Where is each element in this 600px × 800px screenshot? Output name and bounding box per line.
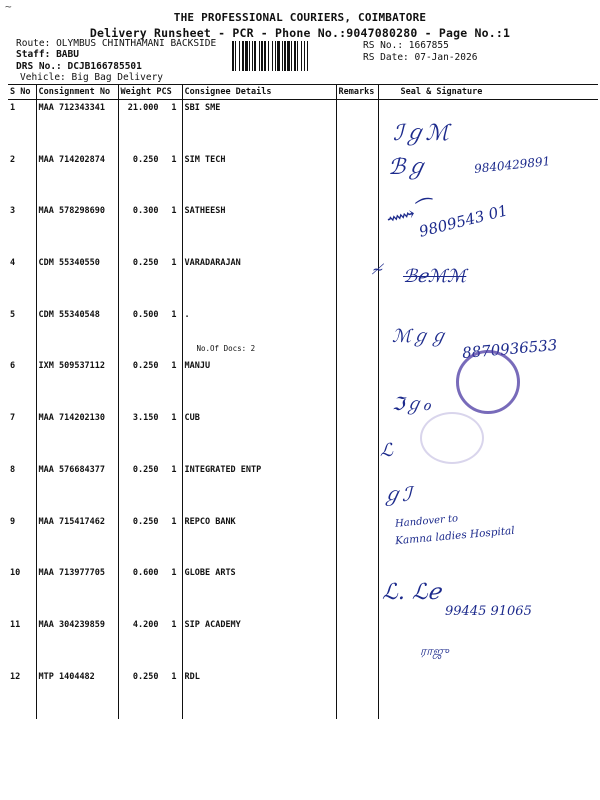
row-consignee [182, 617, 336, 669]
row-weight: 4.200 [132, 619, 159, 630]
row-consignment: MAA 714202874 [36, 152, 118, 204]
table-header-row [8, 85, 598, 100]
barcode-bar [308, 41, 309, 71]
row-weight-pcs [118, 410, 182, 462]
row-sno: 8 [10, 464, 16, 475]
row-weight: 3.150 [132, 413, 159, 424]
row-sno: 7 [10, 413, 16, 424]
row-pcs: 1 [171, 516, 177, 527]
row-consignee-name: RDL [184, 671, 200, 682]
row-consignee [182, 462, 336, 514]
table-row [8, 462, 598, 514]
row-consignee [182, 565, 336, 617]
signature-12: ராஜு [420, 644, 449, 658]
signature-7: ℑℊℴ [392, 394, 431, 415]
row-consignment: MAA 714202130 [36, 410, 118, 462]
row-seal-signature [378, 669, 598, 719]
rs-no-label: RS No.: [363, 40, 404, 51]
row-remarks [336, 358, 378, 410]
row-consignee-name: VARADARAJAN [184, 258, 241, 269]
corner-mark: ~ [5, 0, 12, 13]
row-sno: 6 [10, 361, 16, 372]
row-consignment: MAA 712343341 [36, 100, 118, 152]
drs-line [16, 61, 142, 72]
row-remarks [336, 152, 378, 204]
row-consignee-name: GLOBE ARTS [184, 568, 236, 579]
row-pcs: 1 [171, 361, 177, 372]
row-consignee-name: SBI SME [184, 103, 221, 113]
row-weight: 0.250 [132, 516, 159, 527]
vehicle-line [20, 72, 163, 83]
row-weight-pcs [118, 565, 182, 617]
row-weight: 0.250 [132, 671, 159, 682]
row-weight: 21.000 [127, 103, 159, 113]
route-line [16, 38, 216, 49]
row-consignment: MTP 1404482 [36, 669, 118, 719]
row-sno: 11 [10, 619, 21, 630]
row-weight-pcs [118, 617, 182, 669]
row-docs-note: No.Of Docs: 2 [196, 344, 256, 354]
rs-date-label: RS Date: [363, 52, 409, 63]
row-remarks [336, 100, 378, 152]
route-label: Route: [16, 38, 51, 49]
row-sno: 10 [10, 568, 21, 579]
signature-2: ℬℊ [388, 155, 428, 180]
col-sno: S No [8, 85, 36, 100]
staff-line [16, 49, 79, 60]
col-weight: Weight [120, 87, 152, 97]
handwritten-note-10-line2: Kamna ladies Hospital [394, 524, 516, 548]
row-weight: 0.600 [132, 568, 159, 579]
row-remarks [336, 410, 378, 462]
staff-value: BABU [56, 49, 79, 60]
row-weight: 0.300 [132, 206, 159, 217]
row-remarks [336, 307, 378, 359]
row-pcs: 1 [171, 154, 177, 165]
drs-barcode [232, 41, 360, 71]
col-consignee: Consignee Details [182, 85, 336, 100]
drs-value: DCJB166785501 [67, 61, 142, 72]
tick-mark-4: ≁ [372, 262, 384, 278]
row-consignee [182, 307, 336, 359]
row-consignment: MAA 715417462 [36, 514, 118, 566]
row-consignment: CDM 55340550 [36, 255, 118, 307]
table-row [8, 514, 598, 566]
row-sno: 4 [10, 258, 16, 269]
company-title: THE PROFESSIONAL COURIERS, COIMBATORE [173, 11, 427, 24]
row-pcs: 1 [171, 671, 177, 682]
col-seal: Seal & Signature [378, 85, 598, 100]
col-consignment: Consignment No [36, 85, 118, 100]
row-remarks [336, 203, 378, 255]
row-consignee-name: CUB [184, 413, 200, 424]
row-sno: 1 [10, 103, 16, 113]
vehicle-label: Vehicle: [20, 72, 66, 83]
row-consignment: MAA 304239859 [36, 617, 118, 669]
row-sno: 5 [10, 309, 16, 320]
row-remarks [336, 462, 378, 514]
row-consignee [182, 255, 336, 307]
row-consignee-name: SIM TECH [184, 154, 226, 165]
signature-6: ℳℊℊ [392, 326, 448, 347]
signature-3: ⟿⁀ [383, 196, 433, 232]
row-consignee [182, 358, 336, 410]
row-pcs: 1 [171, 206, 177, 217]
row-weight-pcs [118, 462, 182, 514]
row-weight-pcs [118, 669, 182, 719]
row-consignee [182, 152, 336, 204]
table-row [8, 100, 598, 152]
rs-no-value: 1667855 [408, 40, 449, 51]
row-pcs: 1 [171, 258, 177, 269]
row-consignee-name: SATHEESH [184, 206, 226, 217]
row-consignee [182, 514, 336, 566]
row-consignment: CDM 55340548 [36, 307, 118, 359]
row-weight-pcs [118, 152, 182, 204]
rs-date-value: 07-Jan-2026 [414, 52, 478, 63]
faded-stamp [420, 412, 484, 464]
row-consignee-name: SIP ACADEMY [184, 619, 241, 630]
row-weight-pcs [118, 203, 182, 255]
row-pcs: 1 [171, 619, 177, 630]
row-seal-signature [378, 410, 598, 462]
row-weight-pcs [118, 514, 182, 566]
table-row [8, 617, 598, 669]
handwritten-phone-6: 8870936533 [461, 335, 559, 363]
staff-label: Staff: [16, 49, 51, 60]
row-sno: 2 [10, 154, 16, 165]
row-pcs: 1 [171, 568, 177, 579]
row-consignee [182, 100, 336, 152]
signature-8: ℒ [380, 440, 393, 461]
rs-no-line [363, 40, 449, 51]
row-weight: 0.250 [132, 361, 159, 372]
handwritten-phone-11: 99445 91065 [445, 604, 532, 619]
row-consignee [182, 203, 336, 255]
row-weight-pcs [118, 255, 182, 307]
row-consignment: MAA 576684377 [36, 462, 118, 514]
col-weight-pcs [118, 85, 182, 100]
row-pcs: 1 [171, 464, 177, 475]
row-sno: 3 [10, 206, 16, 217]
table-row [8, 203, 598, 255]
row-remarks [336, 617, 378, 669]
table-row [8, 410, 598, 462]
row-weight: 0.250 [132, 464, 159, 475]
rs-date-line [363, 52, 477, 63]
handwritten-note-10-line1: Handover to [394, 513, 459, 530]
row-weight: 0.250 [132, 258, 159, 269]
handwritten-phone-3: 9809543 01 [417, 201, 510, 241]
table-row [8, 669, 598, 719]
row-remarks [336, 514, 378, 566]
row-weight-pcs [118, 307, 182, 359]
row-consignee-name: MANJU [184, 361, 211, 372]
row-consignment: MAA 578298690 [36, 203, 118, 255]
row-consignee [182, 669, 336, 719]
signature-11: ℒ. ℒℯ [382, 580, 441, 605]
row-weight: 0.500 [132, 309, 159, 320]
route-value: OLYMBUS CHINTHAMANI BACKSIDE [56, 38, 217, 49]
row-consignee-name: INTEGRATED ENTP [184, 464, 262, 475]
col-pcs: PCS [156, 87, 172, 97]
row-weight: 0.250 [132, 154, 159, 165]
row-consignee-name: . [184, 309, 190, 320]
row-consignee [182, 410, 336, 462]
col-remarks: Remarks [336, 85, 378, 100]
handwritten-phone-2: 9840429891 [473, 154, 551, 176]
row-pcs: 1 [171, 309, 177, 320]
table-row [8, 255, 598, 307]
row-weight-pcs [118, 100, 182, 152]
row-consignment: IXM 509537112 [36, 358, 118, 410]
runsheet-subtitle: Delivery Runsheet - PCR - Phone No.:9047080280 - Page No.:1 [89, 26, 511, 40]
row-weight-pcs [118, 358, 182, 410]
drs-label: DRS No.: [16, 61, 62, 72]
row-sno: 12 [10, 671, 21, 682]
row-pcs: 1 [171, 103, 177, 113]
signature-4: ℬℯℳℳ [403, 266, 467, 287]
company-seal-stamp [456, 350, 520, 414]
row-consignee-name: REPCO BANK [184, 516, 236, 527]
row-remarks [336, 669, 378, 719]
vehicle-value: Big Bag Delivery [71, 72, 164, 83]
signature-1: ℐℊℳ [393, 121, 449, 146]
row-consignment: MAA 713977705 [36, 565, 118, 617]
row-sno: 9 [10, 516, 16, 527]
row-seal-signature [378, 617, 598, 669]
row-pcs: 1 [171, 413, 177, 424]
signature-9: ℊℐ [382, 482, 412, 506]
row-remarks [336, 565, 378, 617]
